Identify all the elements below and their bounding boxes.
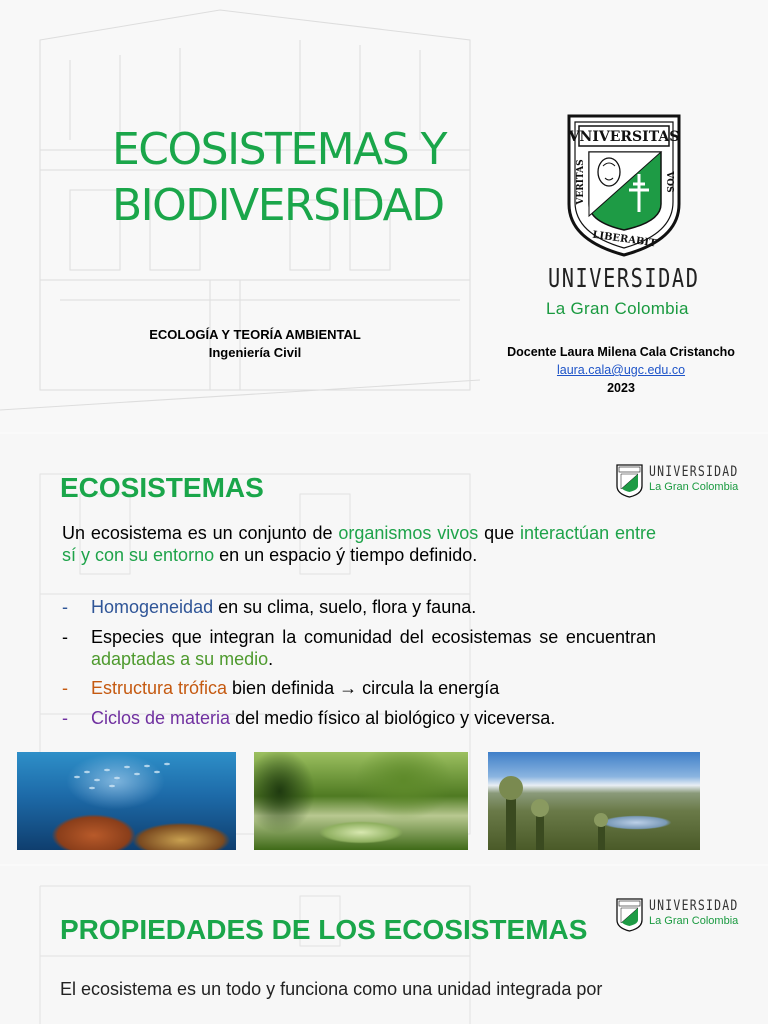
logo-subtitle: La Gran Colombia: [649, 915, 739, 927]
paramo-frailejones-photo: [488, 752, 700, 850]
crest-icon: [616, 464, 643, 498]
university-crest-logo: [565, 112, 683, 258]
slide-heading: PROPIEDADES DE LOS ECOSISTEMAS: [60, 914, 588, 945]
svg-text:VNIVERSITAS: VNIVERSITAS: [568, 129, 680, 145]
year: 2023: [607, 381, 635, 395]
bullet-especies: - Especies que integran la comunidad del ecosistemas se encuentran adaptadas a su medio.: [62, 627, 656, 669]
logo-subtitle: La Gran Colombia: [649, 481, 739, 493]
frailejon-plants-icon: [488, 752, 700, 850]
highlight-interactuan: interactúan entre sí y con su entorno: [62, 523, 656, 565]
forest-river-photo: [254, 752, 468, 850]
crest-icon: [616, 898, 643, 932]
svg-text:VOS: VOS: [664, 171, 674, 193]
university-mini-logo: [616, 896, 744, 936]
ecosystem-definition: Un ecosistema es un conjunto de organismos vivos que interactúan entre sí y con su entorno en un espacio ý tiempo definido.: [62, 523, 656, 565]
course-name: ECOLOGÍA Y TEORÍA AMBIENTAL: [149, 327, 361, 342]
svg-text:VERITAS: VERITAS: [576, 159, 586, 205]
fish-school-icon: [17, 752, 236, 850]
logo-name: UNIVERSIDAD: [649, 464, 739, 480]
title-slide: [0, 0, 768, 432]
bullet-homogeneidad: - Homogeneidad en su clima, suelo, flora y fauna.: [62, 597, 477, 617]
coral-reef-photo: [17, 752, 236, 850]
course-block: [110, 326, 400, 362]
svg-text:LIBERABIT: LIBERABIT: [591, 229, 658, 250]
university-name: UNIVERSIDAD: [548, 264, 700, 294]
bullet-ciclos-materia: - Ciclos de materia del medio físico al biológico y viceversa.: [62, 708, 556, 728]
slide-heading: ECOSISTEMAS: [60, 472, 264, 503]
highlight-organismos: organismos vivos: [338, 523, 479, 543]
bullet-estructura-trofica: - Estructura trófica bien definida → circula la energía: [62, 678, 500, 698]
presentation-title: [112, 122, 532, 234]
program-name: Ingeniería Civil: [208, 345, 302, 360]
propiedades-text: El ecosistema es un todo y funciona como una unidad integrada por: [60, 979, 603, 999]
university-mini-logo: [616, 462, 744, 502]
title-line-2: BIODIVERSIDAD: [112, 180, 444, 231]
author-email-link[interactable]: laura.cala@ugc.edu.co: [556, 363, 686, 377]
title-line-1: ECOSISTEMAS Y: [112, 124, 447, 175]
university-subtitle: La Gran Colombia: [546, 299, 689, 318]
author-name: Docente Laura Milena Cala Cristancho: [507, 345, 735, 359]
author-block: [490, 343, 752, 397]
logo-name: UNIVERSIDAD: [649, 898, 739, 914]
ecosistemas-slide: [0, 434, 768, 864]
propiedades-slide: [0, 866, 768, 1024]
